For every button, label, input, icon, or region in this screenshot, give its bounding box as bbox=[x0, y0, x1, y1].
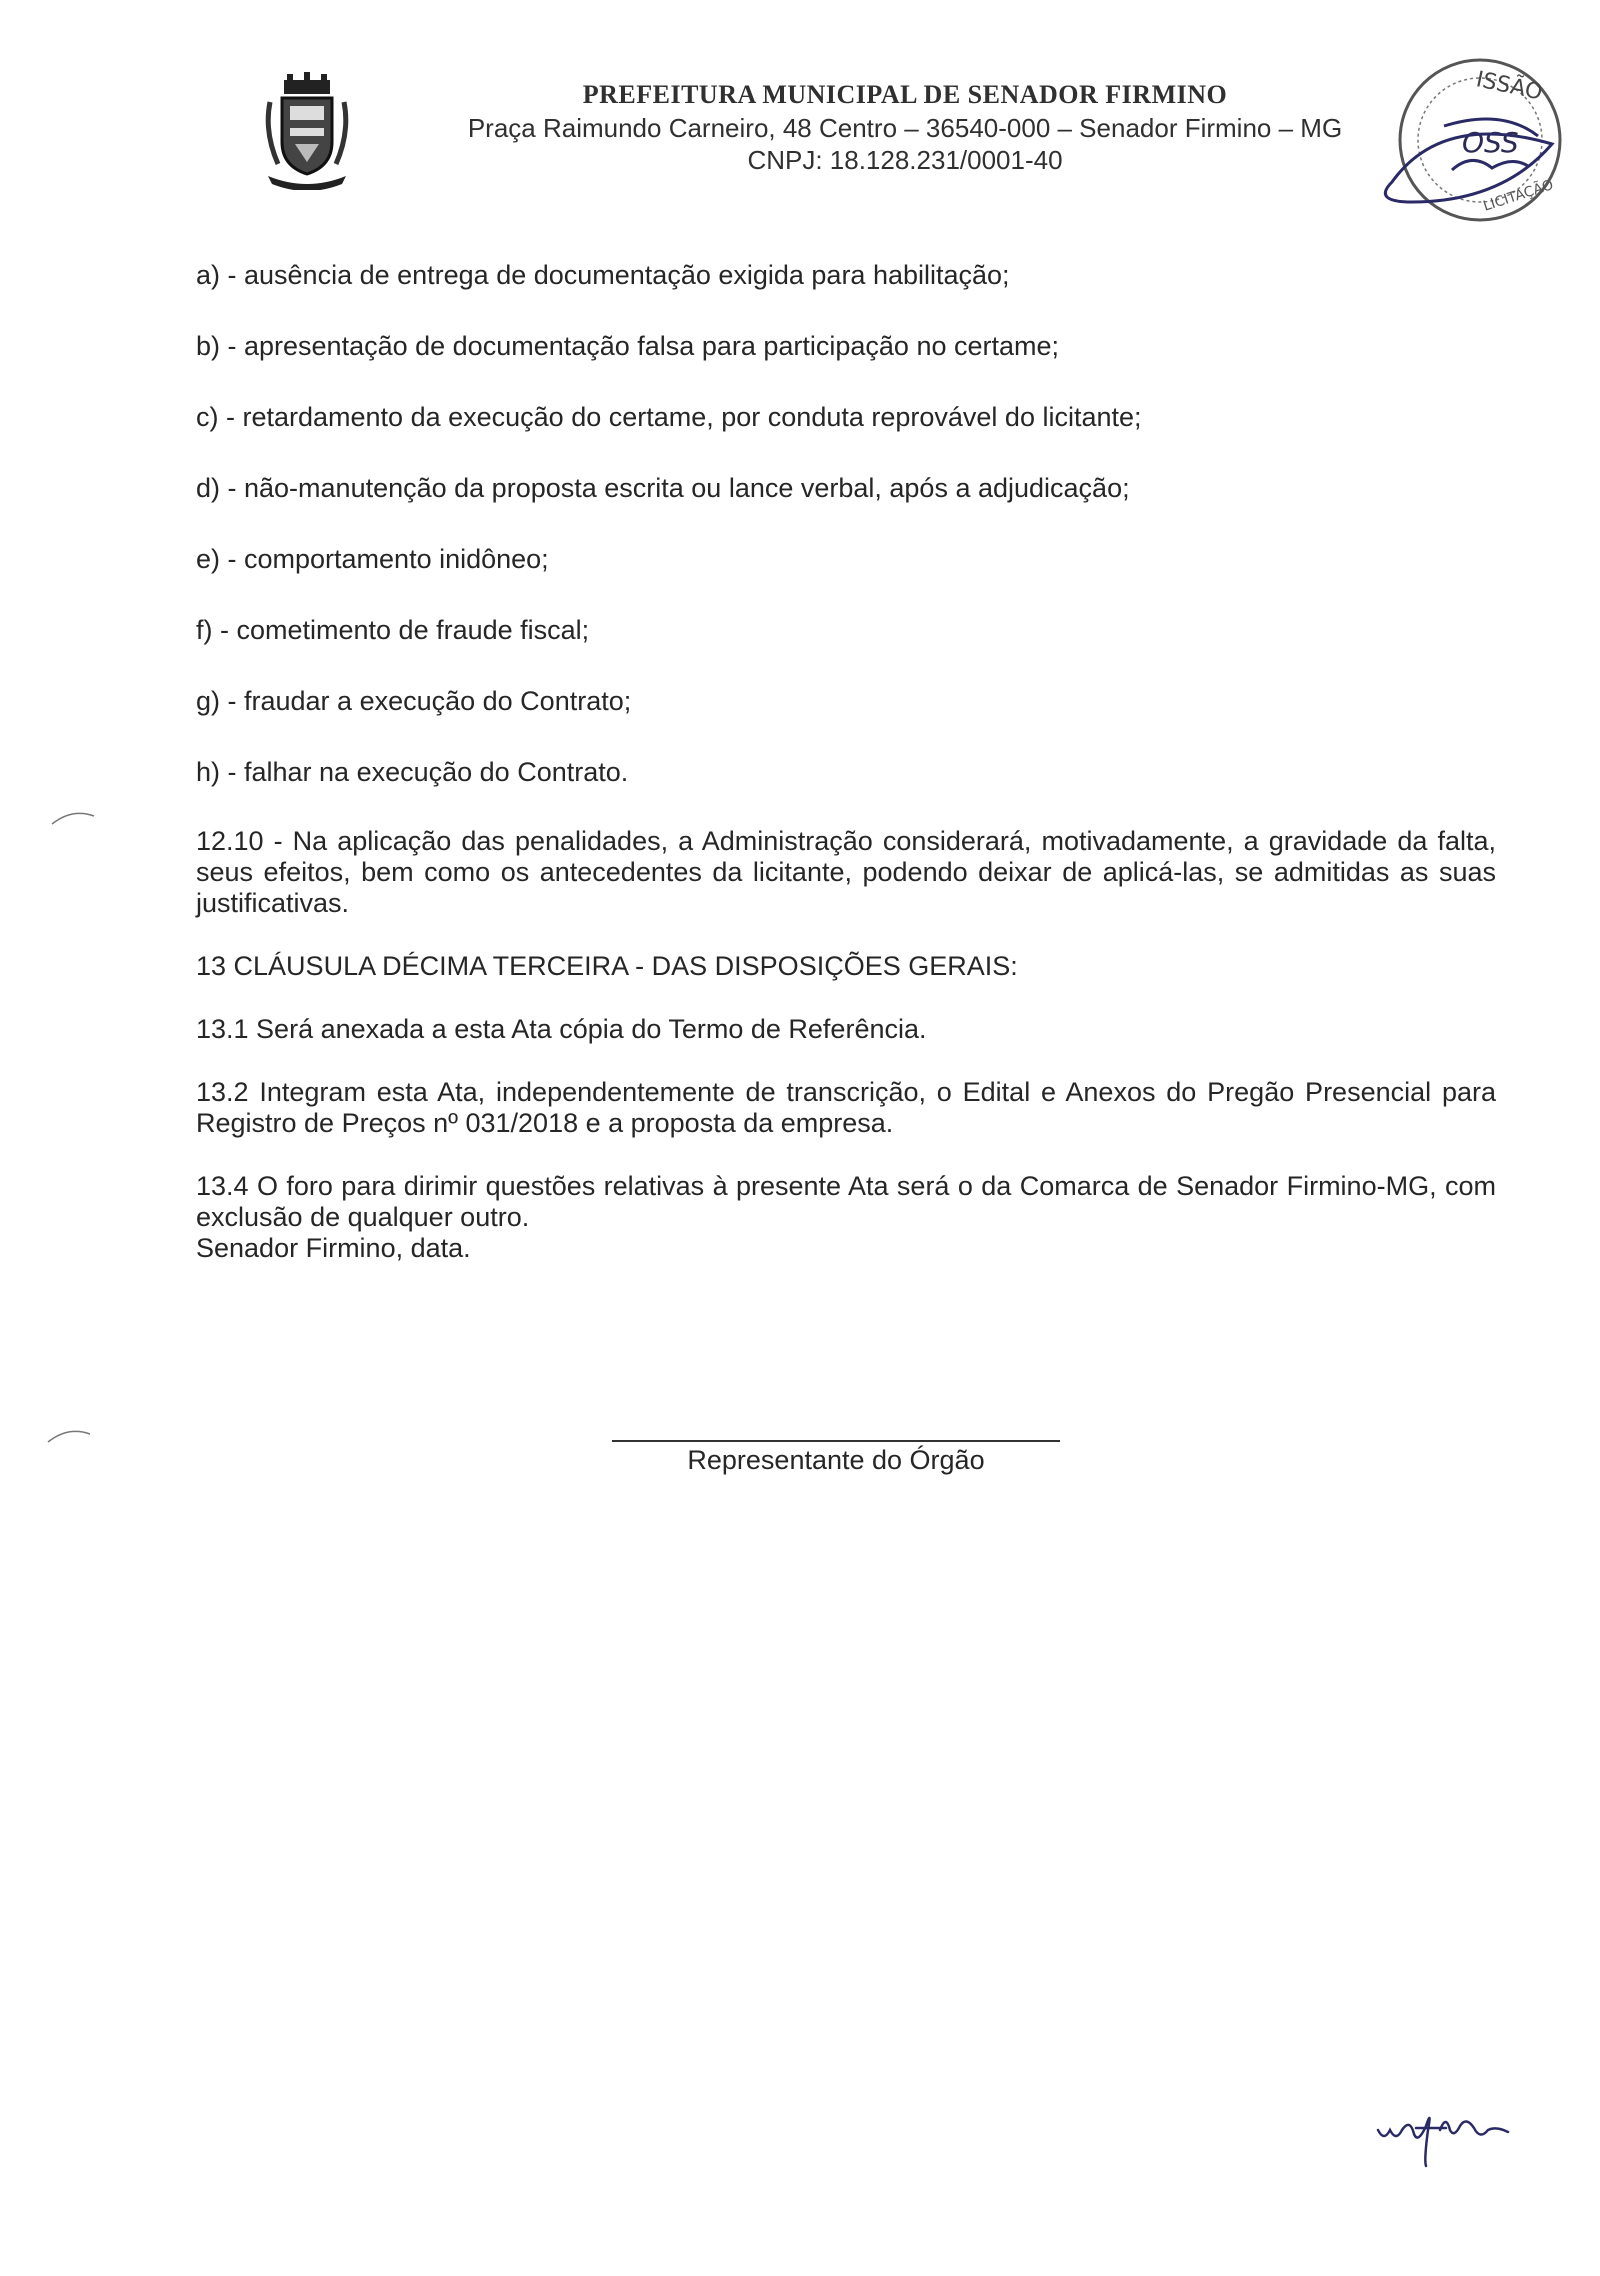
paragraph-12-10: 12.10 - Na aplicação das penalidades, a Administração considerará, motivadamente, a gravidade da falta, seus efeitos, bem como os antecedentes da licitante, podendo deixar de aplicá-las, se admitidas as suas justificativas. bbox=[196, 826, 1496, 918]
svg-text:OSS: OSS bbox=[1462, 126, 1519, 159]
svg-text:LICITAÇÃO: LICITAÇÃO bbox=[1481, 176, 1556, 215]
place-and-date: Senador Firmino, data. bbox=[196, 1233, 471, 1263]
svg-text:ISSÃO: ISSÃO bbox=[1473, 67, 1545, 106]
paragraph-13-2: 13.2 Integram esta Ata, independentemente de transcrição, o Edital e Anexos do Pregão Presencial para Registro de Preços nº 031/2018 e a proposta da empresa. bbox=[196, 1077, 1496, 1138]
commission-stamp-icon bbox=[1352, 52, 1582, 242]
municipality-title: PREFEITURA MUNICIPAL DE SENADOR FIRMINO bbox=[582, 80, 1228, 109]
penalty-item-g: g) - fraudar a execução do Contrato; bbox=[196, 686, 632, 716]
municipal-coat-of-arms-icon bbox=[262, 72, 352, 190]
punch-mark-icon bbox=[48, 806, 98, 826]
penalty-item-f: f) - cometimento de fraude fiscal; bbox=[196, 615, 590, 645]
penalty-item-e: e) - comportamento inidôneo; bbox=[196, 544, 549, 574]
municipality-cnpj: CNPJ: 18.128.231/0001-40 bbox=[747, 145, 1063, 175]
signature-label: Representante do Órgão bbox=[687, 1445, 985, 1475]
document-body bbox=[196, 258, 1496, 1264]
paragraph-13-1: 13.1 Será anexada a esta Ata cópia do Termo de Referência. bbox=[196, 1014, 927, 1044]
punch-mark-icon bbox=[44, 1424, 94, 1444]
paragraph-13-4: 13.4 O foro para dirimir questões relativas à presente Ata será o da Comarca de Senador Firmino-MG, com exclusão de qualquer outro. bbox=[196, 1171, 1496, 1232]
penalty-item-b: b) - apresentação de documentação falsa para participação no certame; bbox=[196, 331, 1060, 361]
penalty-item-h: h) - falhar na execução do Contrato. bbox=[196, 757, 629, 787]
penalty-item-c: c) - retardamento da execução do certame, por conduta reprovável do licitante; bbox=[196, 402, 1142, 432]
municipality-address: Praça Raimundo Carneiro, 48 Centro – 36540-000 – Senador Firmino – MG bbox=[467, 113, 1343, 143]
clause-13-heading: 13 CLÁUSULA DÉCIMA TERCEIRA - DAS DISPOSIÇÕES GERAIS: bbox=[196, 951, 1018, 981]
signature-line bbox=[612, 1440, 1060, 1442]
handwritten-rubric-icon bbox=[1370, 2100, 1520, 2170]
penalty-item-a: a) - ausência de entrega de documentação exigida para habilitação; bbox=[196, 260, 1010, 290]
letterhead bbox=[430, 78, 1380, 176]
penalty-item-d: d) - não-manutenção da proposta escrita ou lance verbal, após a adjudicação; bbox=[196, 473, 1130, 503]
